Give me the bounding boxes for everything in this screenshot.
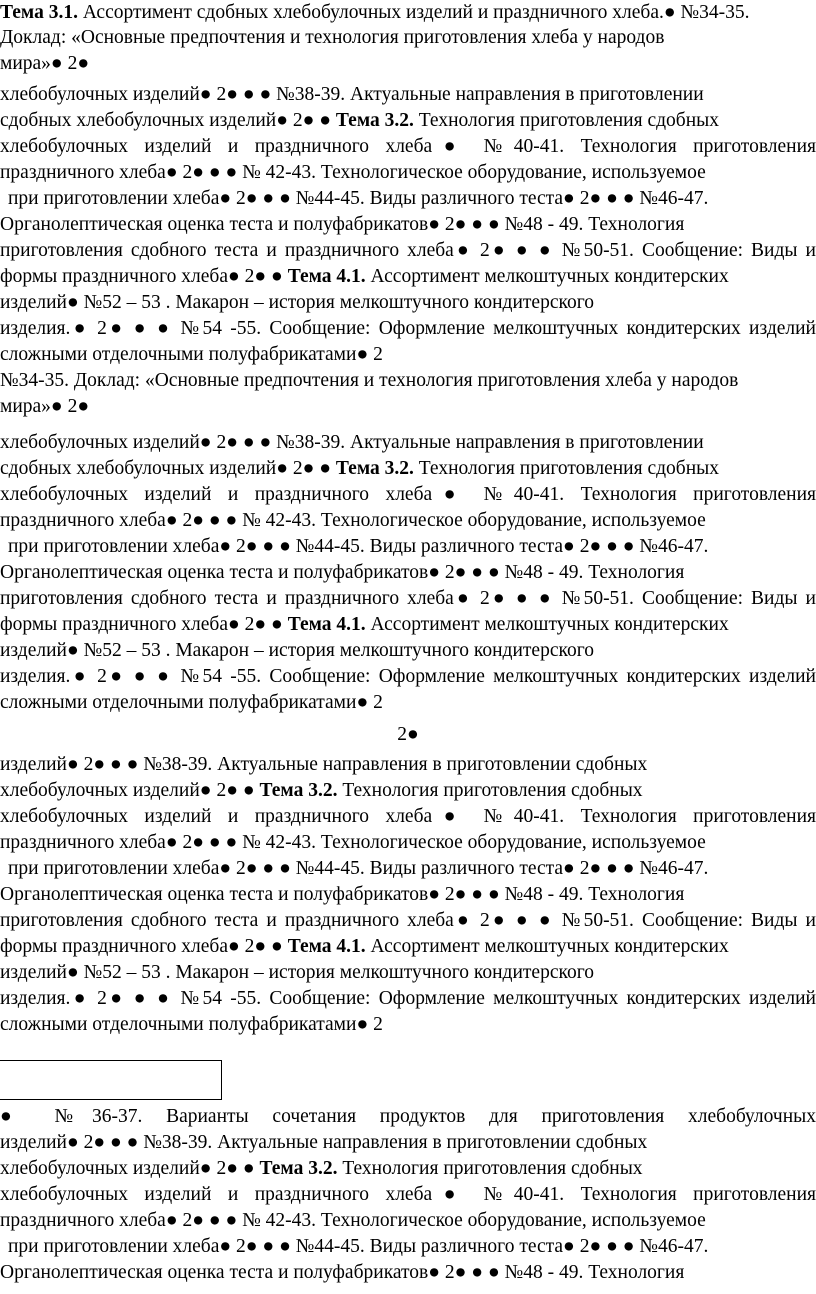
- text-span: хлебобулочных изделий и праздничного хлеба● №40-41. Технология приготовления: [0, 136, 816, 157]
- text-line: [0, 430, 816, 456]
- topic-heading: Тема 4.1.: [287, 266, 366, 287]
- text-span: хлебобулочных изделий● 2● ●: [0, 1158, 260, 1179]
- text-line: [0, 1130, 816, 1156]
- text-line: [0, 690, 816, 716]
- empty-text-box: [0, 1060, 222, 1100]
- text-line: [0, 612, 816, 638]
- topic-heading: Тема 3.2.: [259, 780, 338, 801]
- text-line: [0, 882, 816, 908]
- text-span: сложными отделочными полуфабрикатами● 2: [0, 692, 383, 713]
- text-line: [0, 290, 816, 316]
- text-line: [0, 830, 816, 856]
- text-span: Технология приготовления сдобных: [337, 1158, 643, 1179]
- text-span: изделий● 2● ● ● №38-39. Актуальные направления в приготовлении сдобных: [0, 754, 648, 775]
- text-line: [0, 586, 816, 612]
- text-line: [0, 394, 816, 420]
- text-span: Ассортимент мелкоштучных кондитерских: [365, 614, 729, 635]
- text-line: [0, 1260, 816, 1286]
- topic-heading: Тема 3.2.: [335, 458, 414, 479]
- text-span: праздничного хлеба● 2● ● ● № 42-43. Технологическое оборудование, используемое: [0, 1210, 706, 1231]
- text-line: [0, 986, 816, 1012]
- text-span: хлебобулочных изделий и праздничного хлеба● №40-41. Технология приготовления: [0, 484, 816, 505]
- text-span: Органолептическая оценка теста и полуфабрикатов● 2● ● ● №48 - 49. Технология: [0, 884, 685, 905]
- text-line: [0, 778, 816, 804]
- text-span: изделий● №52 – 53 . Макарон – история мелкоштучного кондитерского: [0, 962, 594, 983]
- text-line: [0, 238, 816, 264]
- text-span: изделия.● 2● ● ● №54 -55. Сообщение: Оформление мелкоштучных кондитерских изделий: [0, 318, 816, 339]
- text-span: Ассортимент сдобных хлебобулочных изделий и праздничного хлеба.● №34-35.: [77, 2, 750, 23]
- text-line: [0, 134, 816, 160]
- text-span: Органолептическая оценка теста и полуфабрикатов● 2● ● ● №48 - 49. Технология: [0, 214, 685, 235]
- text-span: сложными отделочными полуфабрикатами● 2: [0, 1014, 383, 1035]
- text-line: [0, 722, 816, 748]
- text-span: сдобных хлебобулочных изделий● 2● ●: [0, 458, 336, 479]
- text-span: формы праздничного хлеба● 2● ●: [0, 614, 288, 635]
- text-line: [0, 856, 816, 882]
- text-line: [0, 264, 816, 290]
- text-span: изделий● №52 – 53 . Макарон – история мелкоштучного кондитерского: [0, 292, 594, 313]
- text-span: Доклад: «Основные предпочтения и технология приготовления хлеба у народов: [0, 27, 665, 48]
- text-span: изделий● №52 – 53 . Макарон – история мелкоштучного кондитерского: [0, 640, 594, 661]
- text-span: изделия.● 2● ● ● №54 -55. Сообщение: Оформление мелкоштучных кондитерских изделий: [0, 666, 816, 687]
- topic-heading: Тема 3.1.: [0, 2, 78, 23]
- text-span: формы праздничного хлеба● 2● ●: [0, 936, 288, 957]
- topic-heading: Тема 3.2.: [259, 1158, 338, 1179]
- text-span: формы праздничного хлеба● 2● ●: [0, 266, 288, 287]
- text-span: приготовления сдобного теста и праздничного хлеба● 2● ● ● №50-51. Сообщение: Виды и: [0, 588, 816, 609]
- text-span: приготовления сдобного теста и праздничного хлеба● 2● ● ● №50-51. Сообщение: Виды и: [0, 240, 816, 261]
- text-line: [0, 51, 816, 77]
- topic-heading: Тема 3.2.: [335, 110, 414, 131]
- text-span: мира»● 2●: [0, 396, 90, 417]
- text-span: хлебобулочных изделий● 2● ● ● №38-39. Актуальные направления в приготовлении: [0, 432, 704, 453]
- text-line: [0, 1234, 816, 1260]
- text-line: [0, 160, 816, 186]
- text-span: изделий● 2● ● ● №38-39. Актуальные направления в приготовлении сдобных: [0, 1132, 648, 1153]
- text-span: мира»● 2●: [0, 53, 90, 74]
- text-span: при приготовлении хлеба● 2● ● ● №44-45. Виды различного теста● 2● ● ● №46-47.: [8, 1236, 709, 1257]
- text-line: [0, 534, 816, 560]
- text-line: [0, 1012, 816, 1038]
- text-span: хлебобулочных изделий● 2● ● ● №38-39. Актуальные направления в приготовлении: [0, 84, 704, 105]
- text-span: хлебобулочных изделий и праздничного хлеба● №40-41. Технология приготовления: [0, 806, 816, 827]
- text-line: [0, 934, 816, 960]
- text-span: при приготовлении хлеба● 2● ● ● №44-45. Виды различного теста● 2● ● ● №46-47.: [8, 536, 709, 557]
- text-line: [0, 25, 816, 51]
- text-line: [0, 186, 816, 212]
- text-line: [0, 664, 816, 690]
- text-line: [0, 1208, 816, 1234]
- topic-heading: Тема 4.1.: [287, 936, 366, 957]
- text-span: хлебобулочных изделий● 2● ●: [0, 780, 260, 801]
- text-span: Ассортимент мелкоштучных кондитерских: [365, 936, 729, 957]
- text-span: Технология приготовления сдобных: [413, 458, 719, 479]
- text-line: [0, 212, 816, 238]
- text-span: хлебобулочных изделий и праздничного хлеба● №40-41. Технология приготовления: [0, 1184, 816, 1205]
- text-line: [0, 908, 816, 934]
- text-span: при приготовлении хлеба● 2● ● ● №44-45. Виды различного теста● 2● ● ● №46-47.: [8, 858, 709, 879]
- text-span: Органолептическая оценка теста и полуфабрикатов● 2● ● ● №48 - 49. Технология: [0, 1262, 685, 1283]
- text-span: праздничного хлеба● 2● ● ● № 42-43. Технологическое оборудование, используемое: [0, 510, 706, 531]
- text-span: при приготовлении хлеба● 2● ● ● №44-45. Виды различного теста● 2● ● ● №46-47.: [8, 188, 709, 209]
- text-line: [0, 368, 816, 394]
- text-line: [0, 560, 816, 586]
- text-span: 2●: [397, 724, 419, 745]
- text-span: Технология приготовления сдобных: [413, 110, 719, 131]
- text-line: [0, 508, 816, 534]
- text-line: [0, 456, 816, 482]
- text-line: [0, 108, 816, 134]
- text-line: [0, 1182, 816, 1208]
- text-line: [0, 82, 816, 108]
- topic-heading: Тема 4.1.: [287, 614, 366, 635]
- text-line: [0, 1156, 816, 1182]
- text-span: праздничного хлеба● 2● ● ● № 42-43. Технологическое оборудование, используемое: [0, 832, 706, 853]
- text-line: [0, 316, 816, 342]
- text-line: [0, 752, 816, 778]
- text-line: [0, 638, 816, 664]
- text-span: №34-35. Доклад: «Основные предпочтения и технология приготовления хлеба у народов: [0, 370, 739, 391]
- text-span: Ассортимент мелкоштучных кондитерских: [365, 266, 729, 287]
- text-span: Органолептическая оценка теста и полуфабрикатов● 2● ● ● №48 - 49. Технология: [0, 562, 685, 583]
- text-line: [0, 342, 816, 368]
- text-line: [0, 1104, 816, 1130]
- text-line: [0, 960, 816, 986]
- text-span: ● №36-37. Варианты сочетания продуктов для приготовления хлебобулочных: [0, 1106, 816, 1127]
- text-span: приготовления сдобного теста и праздничного хлеба● 2● ● ● №50-51. Сообщение: Виды и: [0, 910, 816, 931]
- text-span: изделия.● 2● ● ● №54 -55. Сообщение: Оформление мелкоштучных кондитерских изделий: [0, 988, 816, 1009]
- text-span: Технология приготовления сдобных: [337, 780, 643, 801]
- text-line: [0, 804, 816, 830]
- text-line: [0, 482, 816, 508]
- text-span: праздничного хлеба● 2● ● ● № 42-43. Технологическое оборудование, используемое: [0, 162, 706, 183]
- text-span: сдобных хлебобулочных изделий● 2● ●: [0, 110, 336, 131]
- text-span: сложными отделочными полуфабрикатами● 2: [0, 344, 383, 365]
- text-line: [0, 0, 816, 26]
